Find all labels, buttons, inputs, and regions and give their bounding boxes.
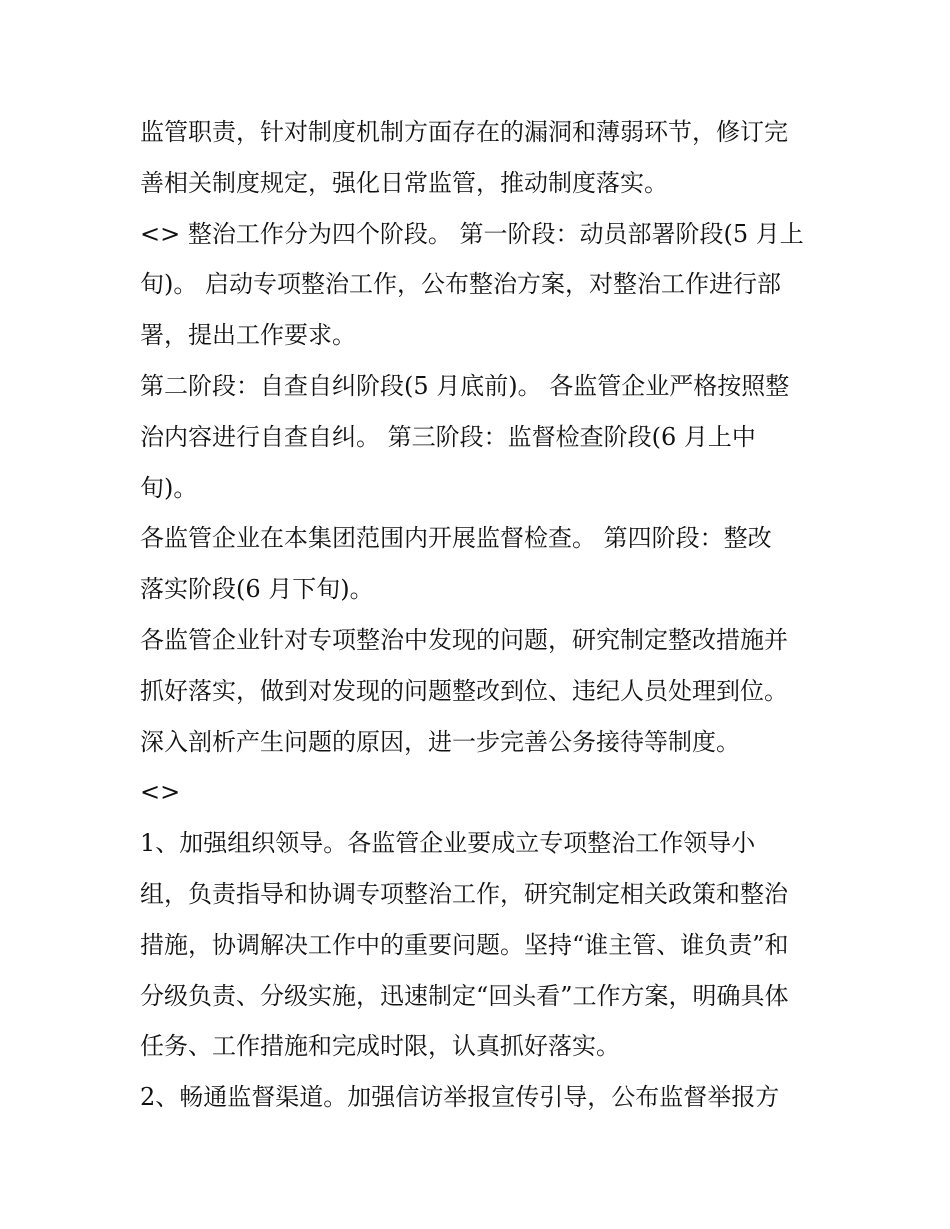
text-line: 深入剖析产生问题的原因，进一步完善公务接待等制度。 xyxy=(140,727,740,756)
text-line: 分级负责、分级实施，迅速制定“回头看”工作方案，明确具体 xyxy=(140,981,789,1010)
text-line: 2、畅通监督渠道。加强信访举报宣传引导，公布监督举报方 xyxy=(140,1083,780,1112)
text-line: 各监管企业在本集团范围内开展监督检查。 第四阶段：整改 xyxy=(140,524,772,553)
text-line: 第二阶段：自查自纠阶段(5 月底前)。 各监管企业严格按照整 xyxy=(140,371,790,400)
text-line: <> 整治工作分为四个阶段。 第一阶段：动员部署阶段(5 月上 xyxy=(140,219,804,248)
text-line: 署，提出工作要求。 xyxy=(140,321,356,350)
text-line: 组，负责指导和协调专项整治工作，研究制定相关政策和整治 xyxy=(140,879,788,908)
text-line: 抓好落实，做到对发现的问题整改到位、违纪人员处理到位。 xyxy=(140,676,788,705)
text-line: 治内容进行自查自纠。 第三阶段：监督检查阶段(6 月上中 xyxy=(140,422,756,451)
text-line: <> xyxy=(140,778,181,807)
text-line: 措施，协调解决工作中的重要问题。坚持“谁主管、谁负责”和 xyxy=(140,930,789,959)
text-line: 1、加强组织领导。各监管企业要成立专项整治工作领导小 xyxy=(140,829,756,858)
text-line: 落实阶段(6 月下旬)。 xyxy=(140,575,374,604)
text-line: 各监管企业针对专项整治中发现的问题，研究制定整改措施并 xyxy=(140,625,788,654)
text-line: 任务、工作措施和完成时限，认真抓好落实。 xyxy=(140,1032,620,1061)
text-line: 旬)。 启动专项整治工作，公布整治方案，对整治工作进行部 xyxy=(140,270,781,299)
document-body xyxy=(140,107,820,1123)
text-line: 监管职责，针对制度机制方面存在的漏洞和薄弱环节，修订完 xyxy=(140,118,788,146)
text-line: 旬)。 xyxy=(140,473,198,502)
text-line: 善相关制度规定，强化日常监管，推动制度落实。 xyxy=(140,168,668,197)
